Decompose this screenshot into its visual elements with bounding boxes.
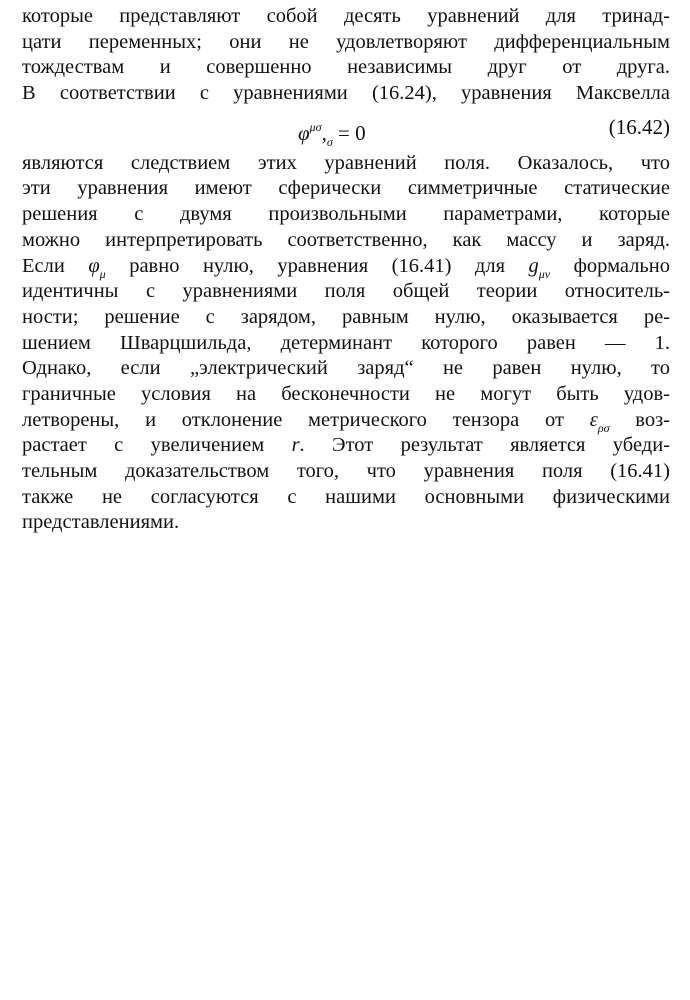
text-line: решения с двумя произвольными параметрами, которые — [22, 203, 670, 226]
text-line: тельным доказательством того, что уравнения поля (16.41) — [22, 460, 670, 482]
text-line: Если $\varphi_\mu$ равно нулю, уравнения (16.41) для $g_{\mu\nu}$ формально — [22, 254, 671, 281]
text-line: являются следствием этих уравнений поля. Оказалось, что — [22, 151, 670, 174]
text-line: также не согласуются с нашими основными физическими — [22, 485, 670, 508]
text-line: летворены, и отклонение метрического тензора от $\varepsilon_{\rho\sigma}$ воз- — [22, 408, 670, 435]
text-line: эти уравнения имеют сферически симметричные статические — [22, 177, 670, 200]
text-line: цати переменных; они не удовлетворяют дифференциальным — [22, 30, 670, 53]
r-symbol: r — [291, 434, 300, 457]
text-line: можно интерпретировать соответственно, как массу и заряд. — [22, 228, 670, 251]
text-line: ности; решение с зарядом, равным нулю, оказывается ре- — [22, 305, 670, 328]
equation-16-42 — [22, 107, 670, 151]
text-line: шением Шварцшильда, детерминант которого равен — 1. — [22, 331, 670, 354]
epsilon-symbol: $\varepsilon_{\rho\sigma}$ — [589, 408, 610, 435]
phi-symbol: $\varphi_\mu$ — [88, 254, 106, 281]
text-line: растает с увеличением r. Этот результат является убеди- — [22, 434, 670, 457]
text-line: идентичны с уравнениями поля общей теории относитель- — [22, 280, 670, 303]
equation-formula: $\varphi^{\mu\sigma},_\sigma = 0$ — [298, 119, 366, 149]
metric-symbol: $g_{\mu\nu}$ — [528, 254, 551, 281]
text-line: которые представляют собой десять уравнений для тринад- — [22, 5, 670, 27]
text-line: В соответствии с уравнениями (16.24), уравнения Максвелла — [22, 82, 670, 105]
equation-number: (16.42) — [608, 114, 670, 139]
text-line: граничные условия на бесконечности не могут быть удов- — [22, 382, 670, 405]
text-line: Однако, если „электрический заряд“ не равен нулю, то — [22, 357, 670, 380]
document-page — [22, 4, 670, 536]
text-line: тождествам и совершенно независимы друг от друга. — [22, 56, 670, 79]
text-line: представлениями. — [22, 511, 180, 534]
